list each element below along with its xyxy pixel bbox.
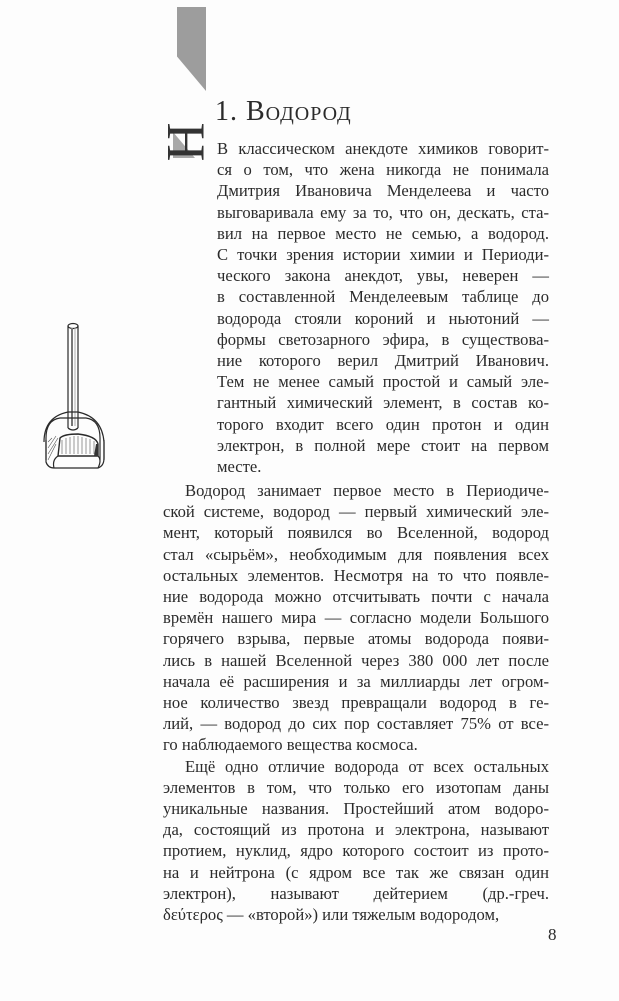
text-line: го наблюдаемого вещества космоса. bbox=[163, 735, 418, 755]
text-line: протием, нуклид, ядро которого состоит из прото- bbox=[163, 841, 549, 861]
chapter-bookmark-tab bbox=[177, 7, 206, 91]
chapter-heading bbox=[215, 97, 352, 127]
text-line: Тем не менее самый простой и самый эле- bbox=[217, 372, 549, 392]
text-line: Дмитрия Ивановича Менделеева и часто bbox=[217, 181, 549, 201]
drop-cap bbox=[156, 122, 216, 168]
text-line: остальных элементов. Несмотря на то что появле- bbox=[163, 565, 549, 585]
paragraph bbox=[163, 756, 549, 926]
paragraph bbox=[217, 138, 549, 477]
text-line: С точки зрения истории химии и Периоди- bbox=[217, 245, 549, 265]
text-line: Водород занимает первое место в Периодиче- bbox=[185, 481, 549, 500]
drop-cap-letter: Н bbox=[156, 122, 216, 162]
text-line: В классическом анекдоте химиков говорит- bbox=[217, 139, 549, 158]
text-line: δεύτερος — «второй») или тяжелым водородом, bbox=[163, 905, 500, 925]
laboratory-scoop-icon bbox=[38, 320, 138, 470]
text-line: уникальные названия. Простейший атом водоро- bbox=[163, 799, 549, 819]
text-line: формы светозарного эфира, в существова- bbox=[217, 329, 549, 349]
paragraph bbox=[163, 480, 549, 756]
text-line: электрон), называют дейтерием (др.-греч. bbox=[163, 883, 549, 903]
text-line: ное количество звезд превращали водород в ге- bbox=[163, 693, 549, 713]
body-text bbox=[163, 480, 549, 925]
text-line: торого входит всего один протон и один bbox=[217, 414, 549, 434]
text-line: на и нейтрона (с ядром все так же связан один bbox=[163, 862, 549, 882]
text-line: водорода стояли короний и ньютоний — bbox=[217, 308, 549, 328]
text-line: начала её расширения и за миллиарды лет огром- bbox=[163, 671, 549, 691]
text-line: да, состоящий из протона и электрона, называют bbox=[163, 820, 549, 840]
lead-paragraph bbox=[217, 138, 549, 477]
text-line: Ещё одно отличие водорода от всех остальных bbox=[185, 756, 549, 776]
text-line: ние которого верил Дмитрий Иванович. bbox=[217, 351, 549, 371]
text-line: ние водорода можно отсчитывать почти с начала bbox=[163, 587, 549, 607]
chapter-number: 1. bbox=[215, 96, 238, 127]
text-line: в составленной Менделеевым таблице до bbox=[217, 287, 549, 307]
chapter-title: Водород bbox=[246, 96, 352, 127]
text-line: времён нашего мира — согласно модели Большого bbox=[163, 608, 549, 628]
text-line: гантный химический элемент, в состав ко- bbox=[217, 393, 549, 413]
text-line: электрон, в полной мере стоит на первом bbox=[217, 435, 549, 455]
page-number: 8 bbox=[548, 925, 557, 944]
text-line: мент, который появился во Вселенной, водород bbox=[163, 523, 549, 543]
text-line: выговаривала ему за то, что он, дескать, ста- bbox=[217, 202, 549, 222]
text-line: ской системе, водород — первый химический эле- bbox=[163, 502, 549, 522]
text-line: стал «сырьём», необходимым для появления всех bbox=[163, 544, 549, 564]
text-line: лись в нашей Вселенной через 380 000 лет после bbox=[163, 650, 549, 670]
text-line: месте. bbox=[217, 457, 262, 477]
text-line: горячего взрыва, первые атомы водорода появи- bbox=[163, 629, 549, 649]
text-line: вил на первое место не семью, а водород. bbox=[217, 223, 549, 243]
text-line: ся о том, что жена никогда не понимала bbox=[217, 160, 549, 180]
text-line: лий, — водород до сих пор составляет 75% от все- bbox=[163, 714, 549, 734]
text-line: элементов в том, что только его изотопам даны bbox=[163, 777, 549, 797]
text-line: ческого закона анекдот, увы, неверен — bbox=[217, 266, 549, 286]
